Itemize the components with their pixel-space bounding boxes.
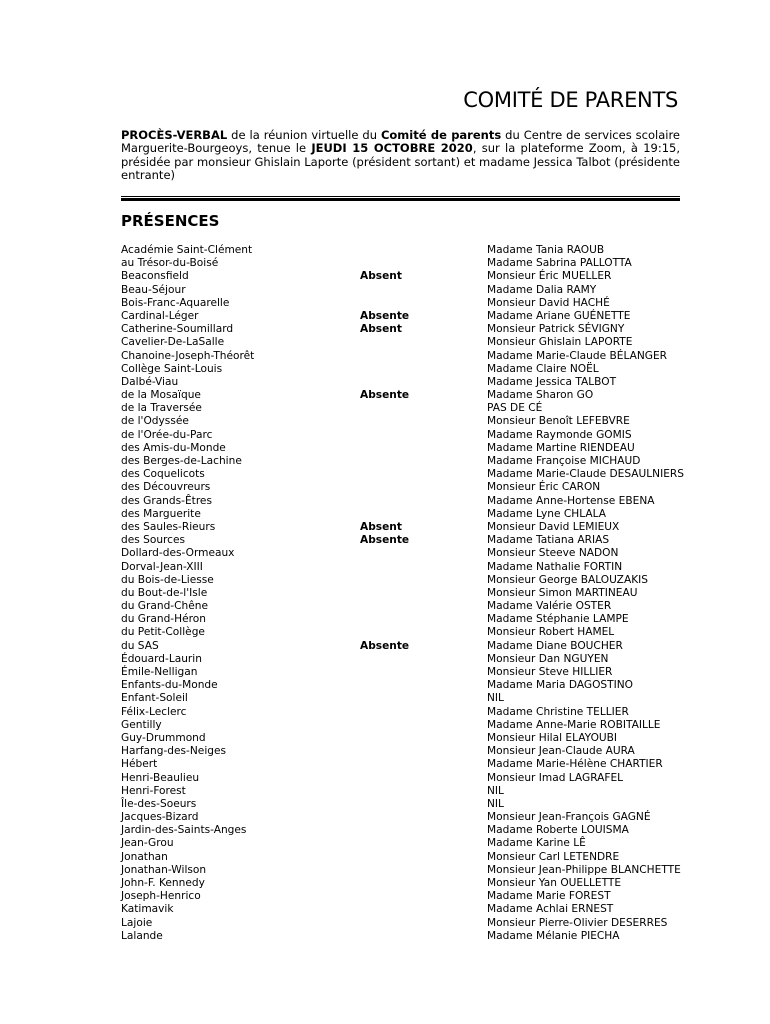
representative-name: Madame Sharon GO <box>487 389 594 402</box>
representative-name: Madame Dalia RAMY <box>487 283 597 296</box>
school-name: du Bois-de-Liesse <box>121 573 214 586</box>
attendance-row <box>121 574 681 587</box>
attendance-row <box>121 323 681 336</box>
school-name: Dorval-Jean-XIII <box>121 560 203 573</box>
attendance-status: Absente <box>360 389 410 402</box>
intro-paragraph <box>121 129 680 183</box>
attendance-row <box>121 244 681 257</box>
representative-name: Monsieur George BALOUZAKIS <box>487 573 648 586</box>
attendance-row <box>121 587 681 600</box>
representative-name: Monsieur Jean-Philippe BLANCHETTE <box>487 863 681 876</box>
attendance-row <box>121 666 681 679</box>
school-name: Enfants-du-Monde <box>121 679 218 692</box>
school-name: Henri-Forest <box>121 784 186 797</box>
school-name: Enfant-Soleil <box>121 692 188 705</box>
attendance-row <box>121 534 681 547</box>
school-name: du SAS <box>121 639 159 652</box>
representative-name: Madame Raymonde GOMIS <box>487 428 632 441</box>
school-name: des Marguerite <box>121 507 201 520</box>
attendance-row <box>121 890 681 903</box>
school-name: Félix-Leclerc <box>121 705 187 718</box>
representative-name: Madame Ariane GUÉNETTE <box>487 309 631 322</box>
attendance-row <box>121 745 681 758</box>
representative-name: Madame Marie-Hélène CHARTIER <box>487 758 663 771</box>
representative-name: Madame Françoise MICHAUD <box>487 455 641 467</box>
school-name: Académie Saint-Clément <box>121 244 253 256</box>
representative-name: Monsieur Robert HAMEL <box>487 626 615 639</box>
representative-name: Madame Karine LÊ <box>487 837 586 850</box>
representative-name: Madame Stéphanie LAMPE <box>487 613 629 626</box>
intro-bold-date: JEUDI 15 OCTOBRE 2020 <box>311 141 473 156</box>
attendance-row <box>121 547 681 560</box>
representative-name: Madame Nathalie FORTIN <box>487 560 623 573</box>
attendance-row <box>121 811 681 824</box>
representative-name: Madame Tatiana ARIAS <box>487 534 610 547</box>
representative-name: Monsieur Imad LAGRAFEL <box>487 771 624 784</box>
school-name: Cavelier-De-LaSalle <box>121 336 225 349</box>
attendance-row <box>121 706 681 719</box>
representative-name: Monsieur David HACHÉ <box>487 296 610 309</box>
attendance-row <box>121 270 681 283</box>
school-name: Lajoie <box>121 916 153 929</box>
school-name: du Bout-de-l'Isle <box>121 586 208 599</box>
representative-name: Monsieur Dan NGUYEN <box>487 652 609 665</box>
school-name: des Découvreurs <box>121 481 211 494</box>
intro-bold-committee: Comité de parents <box>380 128 502 142</box>
attendance-row <box>121 758 681 771</box>
representative-name: Madame Tania RAOUB <box>487 244 605 256</box>
intro-text-1: de la réunion virtuelle du <box>227 128 381 142</box>
representative-name: Monsieur Patrick SÉVIGNY <box>487 323 625 336</box>
attendance-row <box>121 600 681 613</box>
attendance-row <box>121 350 681 363</box>
attendance-row <box>121 481 681 494</box>
representative-name: Monsieur Jean-François GAGNÉ <box>487 811 651 824</box>
representative-name: Monsieur Éric CARON <box>487 481 601 494</box>
attendance-status: Absent <box>360 270 402 283</box>
attendance-row <box>121 877 681 890</box>
representative-name: Monsieur Yan OUELLETTE <box>487 877 622 889</box>
attendance-row <box>121 310 681 323</box>
school-name: Collège Saint-Louis <box>121 362 223 375</box>
representative-name: NIL <box>487 692 504 705</box>
school-name: Émile-Nelligan <box>121 666 198 678</box>
attendance-row <box>121 626 681 639</box>
attendance-row <box>121 679 681 692</box>
school-name: Beaconsfield <box>121 270 189 283</box>
representative-name: Madame Mélanie PIECHA <box>487 929 620 942</box>
attendance-row <box>121 930 681 943</box>
attendance-row <box>121 376 681 389</box>
attendance-status: Absente <box>360 639 410 652</box>
representative-name: Monsieur Hilal ELAYOUBI <box>487 731 618 744</box>
school-name: des Coquelicots <box>121 468 205 481</box>
school-name: Henri-Beaulieu <box>121 771 200 784</box>
representative-name: Madame Claire NOËL <box>487 362 599 375</box>
representative-name: Monsieur Simon MARTINEAU <box>487 586 638 599</box>
representative-name: Monsieur Benoît LEFEBVRE <box>487 415 630 428</box>
representative-name: Monsieur Steve HILLIER <box>487 666 613 678</box>
school-name: Chanoine-Joseph-Théorêt <box>121 349 255 362</box>
school-name: du Petit-Collège <box>121 626 205 639</box>
attendance-row <box>121 917 681 930</box>
attendance-row <box>121 495 681 508</box>
attendance-row <box>121 297 681 310</box>
representative-name: Monsieur Carl LETENDRE <box>487 850 620 863</box>
school-name: Jonathan-Wilson <box>121 863 207 876</box>
attendance-row <box>121 640 681 653</box>
school-name: Cardinal-Léger <box>121 309 199 322</box>
attendance-row <box>121 653 681 666</box>
attendance-row <box>121 415 681 428</box>
representative-name: Madame Maria DAGOSTINO <box>487 679 634 692</box>
attendance-status: Absente <box>360 534 410 547</box>
attendance-row <box>121 442 681 455</box>
school-name: de la Traversée <box>121 402 202 415</box>
school-name: Bois-Franc-Aquarelle <box>121 296 230 309</box>
representative-name: Monsieur Éric MUELLER <box>487 270 612 283</box>
attendance-row <box>121 798 681 811</box>
attendance-row <box>121 363 681 376</box>
school-name: Hébert <box>121 758 158 771</box>
attendance-row <box>121 336 681 349</box>
attendance-row <box>121 772 681 785</box>
attendance-row <box>121 851 681 864</box>
school-name: de l'Orée-du-Parc <box>121 428 213 441</box>
representative-name: Monsieur Jean-Claude AURA <box>487 745 635 758</box>
school-name: Catherine-Soumillard <box>121 323 234 336</box>
attendance-status: Absent <box>360 520 402 533</box>
attendance-row <box>121 455 681 468</box>
school-name: Jardin-des-Saints-Anges <box>121 824 247 837</box>
representative-name: NIL <box>487 784 504 797</box>
representative-name: PAS DE CÉ <box>487 402 543 415</box>
school-name: John-F. Kennedy <box>121 877 205 889</box>
school-name: Dollard-des-Ormeaux <box>121 547 235 560</box>
attendance-status: Absente <box>360 309 410 322</box>
school-name: au Trésor-du-Boisé <box>121 257 219 270</box>
school-name: des Amis-du-Monde <box>121 441 226 454</box>
school-name: du Grand-Héron <box>121 613 206 626</box>
school-name: Dalbé-Viau <box>121 375 179 388</box>
attendance-row <box>121 257 681 270</box>
school-name: des Saules-Rieurs <box>121 520 216 533</box>
representative-name: Madame Diane BOUCHER <box>487 639 623 652</box>
representative-name: Madame Sabrina PALLOTTA <box>487 257 632 270</box>
representative-name: Monsieur Ghislain LAPORTE <box>487 336 633 349</box>
attendance-row <box>121 284 681 297</box>
school-name: Jean-Grou <box>121 837 174 850</box>
school-name: des Berges-de-Lachine <box>121 455 242 467</box>
school-name: Lalande <box>121 929 163 942</box>
attendance-row <box>121 837 681 850</box>
intro-text-3: , sur la plateforme Zoom, à 19:15, présidée par monsieur Ghislain Laporte (président sortant) et madame Jessica Talbot (présidente entrante) <box>121 141 680 183</box>
attendance-row <box>121 402 681 415</box>
attendance-row <box>121 692 681 705</box>
school-name: du Grand-Chêne <box>121 600 208 613</box>
school-name: des Grands-Êtres <box>121 494 212 507</box>
representative-name: Madame Roberte LOUISMA <box>487 824 629 837</box>
school-name: Jonathan <box>121 850 168 863</box>
representative-name: Madame Achlai ERNEST <box>487 903 614 916</box>
representative-name: Madame Lyne CHLALA <box>487 507 606 520</box>
attendance-row <box>121 864 681 877</box>
attendance-row <box>121 613 681 626</box>
attendance-row <box>121 561 681 574</box>
representative-name: Madame Christine TELLIER <box>487 705 629 718</box>
representative-name: Madame Jessica TALBOT <box>487 375 617 388</box>
divider-thick <box>121 198 680 201</box>
attendance-row <box>121 719 681 732</box>
representative-name: Monsieur Steeve NADON <box>487 547 619 560</box>
attendance-row <box>121 429 681 442</box>
school-name: Beau-Séjour <box>121 283 186 296</box>
school-name: Jacques-Bizard <box>121 811 199 824</box>
attendance-status: Absent <box>360 323 402 336</box>
representative-name: Madame Martine RIENDEAU <box>487 441 635 454</box>
representative-name: Monsieur Pierre-Olivier DESERRES <box>487 916 668 929</box>
attendance-row <box>121 389 681 402</box>
school-name: de la Mosaïque <box>121 389 201 402</box>
representative-name: Madame Anne-Marie ROBITAILLE <box>487 718 661 731</box>
school-name: Guy-Drummond <box>121 731 206 744</box>
school-name: Katimavik <box>121 903 174 916</box>
attendance-row <box>121 824 681 837</box>
attendance-row <box>121 468 684 481</box>
representative-name: NIL <box>487 797 504 810</box>
school-name: Harfang-des-Neiges <box>121 745 227 758</box>
attendance-list <box>121 244 684 943</box>
representative-name: Madame Anne-Hortense EBENA <box>487 494 655 507</box>
school-name: de l'Odyssée <box>121 415 189 428</box>
representative-name: Madame Marie-Claude BÉLANGER <box>487 349 668 362</box>
intro-bold-pv: PROCÈS-VERBAL <box>121 128 228 142</box>
attendance-row <box>121 521 681 534</box>
attendance-row <box>121 903 681 916</box>
section-title-presences: PRÉSENCES <box>121 212 220 230</box>
representative-name: Madame Marie FOREST <box>487 890 611 903</box>
attendance-row <box>121 508 681 521</box>
school-name: Gentilly <box>121 718 162 731</box>
divider-thin <box>121 196 680 197</box>
intro-text-2: du Centre de services scolaire Marguerite-Bourgeoys, tenue le <box>121 128 680 156</box>
attendance-row <box>121 732 681 745</box>
representative-name: Madame Valérie OSTER <box>487 600 612 613</box>
school-name: des Sources <box>121 534 186 547</box>
school-name: Joseph-Henrico <box>121 890 201 903</box>
school-name: Édouard-Laurin <box>121 652 202 665</box>
representative-name: Madame Marie-Claude DESAULNIERS <box>487 468 684 481</box>
representative-name: Monsieur David LEMIEUX <box>487 520 620 533</box>
school-name: Île-des-Soeurs <box>121 797 197 810</box>
page-title: COMITÉ DE PARENTS <box>463 88 678 112</box>
attendance-row <box>121 785 681 798</box>
